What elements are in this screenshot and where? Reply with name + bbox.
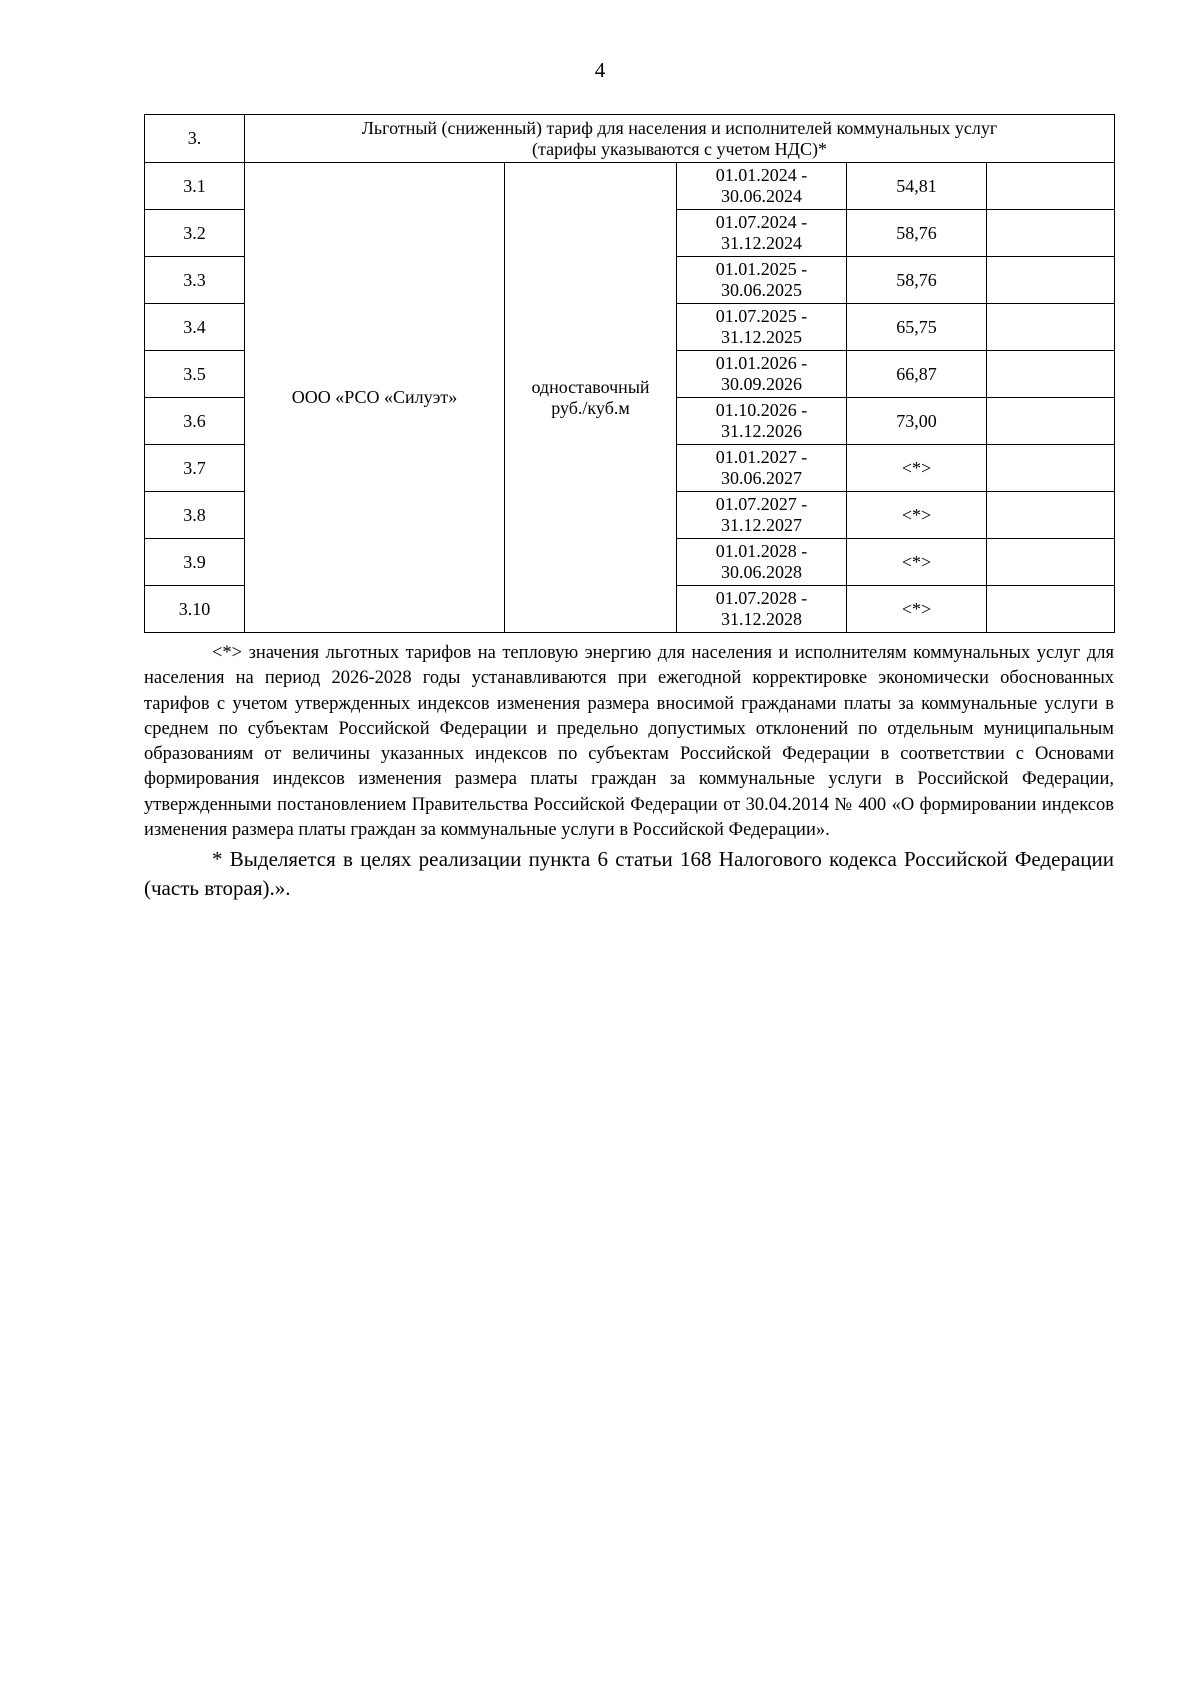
period-end: 31.12.2024 [721,233,802,253]
period-start: 01.01.2027 - [715,447,808,467]
footnotes [144,641,1114,903]
tariff-value: 58,76 [847,257,987,304]
period-end: 31.12.2026 [721,421,802,441]
tariff-value: 54,81 [847,163,987,210]
period-cell [677,492,847,539]
period-end: 30.06.2027 [721,468,802,488]
period-cell [677,445,847,492]
row-number: 3.5 [145,351,245,398]
tariff-value: 66,87 [847,351,987,398]
page-number: 4 [594,58,606,82]
row-number: 3.1 [145,163,245,210]
row-number: 3.4 [145,304,245,351]
tariff-value: 58,76 [847,210,987,257]
period-start: 01.01.2024 - [715,165,808,185]
period-start: 01.07.2028 - [715,588,808,608]
row-number: 3.2 [145,210,245,257]
row-number: 3.9 [145,539,245,586]
row-number: 3.6 [145,398,245,445]
footnote-tariff-values: <*> значения льготных тарифов на тепловую энергию для населения и исполнителям коммунальных услуг для населения на период 2026-2028 годы устанавливаются при ежегодной корректировке экономически обоснованных тарифов с учетом утвержденных индексов изменения размера вносимой гражданами платы за коммунальные услуги в среднем по субъектам Российской Федерации и предельно допустимых отклонений по отдельным муниципальным образованиям от величины указанных индексов по субъектам Российской Федерации в соответствии с Основами формирования индексов изменения размера платы граждан за коммунальные услуги в Российской Федерации, утвержденными постановлением Правительства Российской Федерации от 30.04.2014 № 400 «О формировании индексов изменения размера платы граждан за коммунальные услуги в Российской Федерации». [144,643,1114,841]
tariff-type [505,163,677,633]
period-cell [677,351,847,398]
period-start: 01.01.2026 - [715,353,808,373]
section-number: 3. [145,115,245,163]
table-row [145,163,1115,210]
period-end: 30.06.2028 [721,562,802,582]
period-cell [677,257,847,304]
period-start: 01.01.2028 - [715,541,808,561]
period-cell [677,398,847,445]
tariff-value: <*> [847,492,987,539]
section-title-line1: Льготный (сниженный) тариф для населения и исполнителей коммунальных услуг [361,117,998,138]
tariff-value: 73,00 [847,398,987,445]
organization-name: ООО «РСО «Силуэт» [245,163,505,633]
period-cell [677,163,847,210]
period-cell [677,586,847,633]
empty-cell [987,445,1115,492]
period-start: 01.07.2027 - [715,494,808,514]
empty-cell [987,398,1115,445]
footnote-vat: * Выделяется в целях реализации пункта 6 статьи 168 Налогового кодекса Российской Федерации (часть вторая).». [144,847,1114,901]
empty-cell [987,586,1115,633]
section-title [245,115,1115,163]
period-cell [677,210,847,257]
period-start: 01.10.2026 - [715,400,808,420]
row-number: 3.10 [145,586,245,633]
period-cell [677,539,847,586]
empty-cell [987,351,1115,398]
tariff-value: <*> [847,586,987,633]
period-end: 30.06.2024 [721,186,802,206]
period-end: 30.06.2025 [721,280,802,300]
section-title-line2: (тарифы указываются с учетом НДС)* [532,138,827,159]
tariff-value: 65,75 [847,304,987,351]
period-start: 01.01.2025 - [715,259,808,279]
tariff-type-line1: одноставочный [531,376,650,397]
period-start: 01.07.2024 - [715,212,808,232]
period-cell [677,304,847,351]
empty-cell [987,257,1115,304]
period-end: 30.09.2026 [721,374,802,394]
row-number: 3.7 [145,445,245,492]
row-number: 3.8 [145,492,245,539]
period-end: 31.12.2028 [721,609,802,629]
period-start: 01.07.2025 - [715,306,808,326]
tariff-table [144,114,1115,633]
section-header-row [145,115,1115,163]
row-number: 3.3 [145,257,245,304]
period-end: 31.12.2025 [721,327,802,347]
empty-cell [987,163,1115,210]
empty-cell [987,492,1115,539]
tariff-value: <*> [847,539,987,586]
tariff-value: <*> [847,445,987,492]
tariff-unit-line: руб./куб.м [551,397,630,418]
period-end: 31.12.2027 [721,515,802,535]
empty-cell [987,539,1115,586]
empty-cell [987,210,1115,257]
empty-cell [987,304,1115,351]
